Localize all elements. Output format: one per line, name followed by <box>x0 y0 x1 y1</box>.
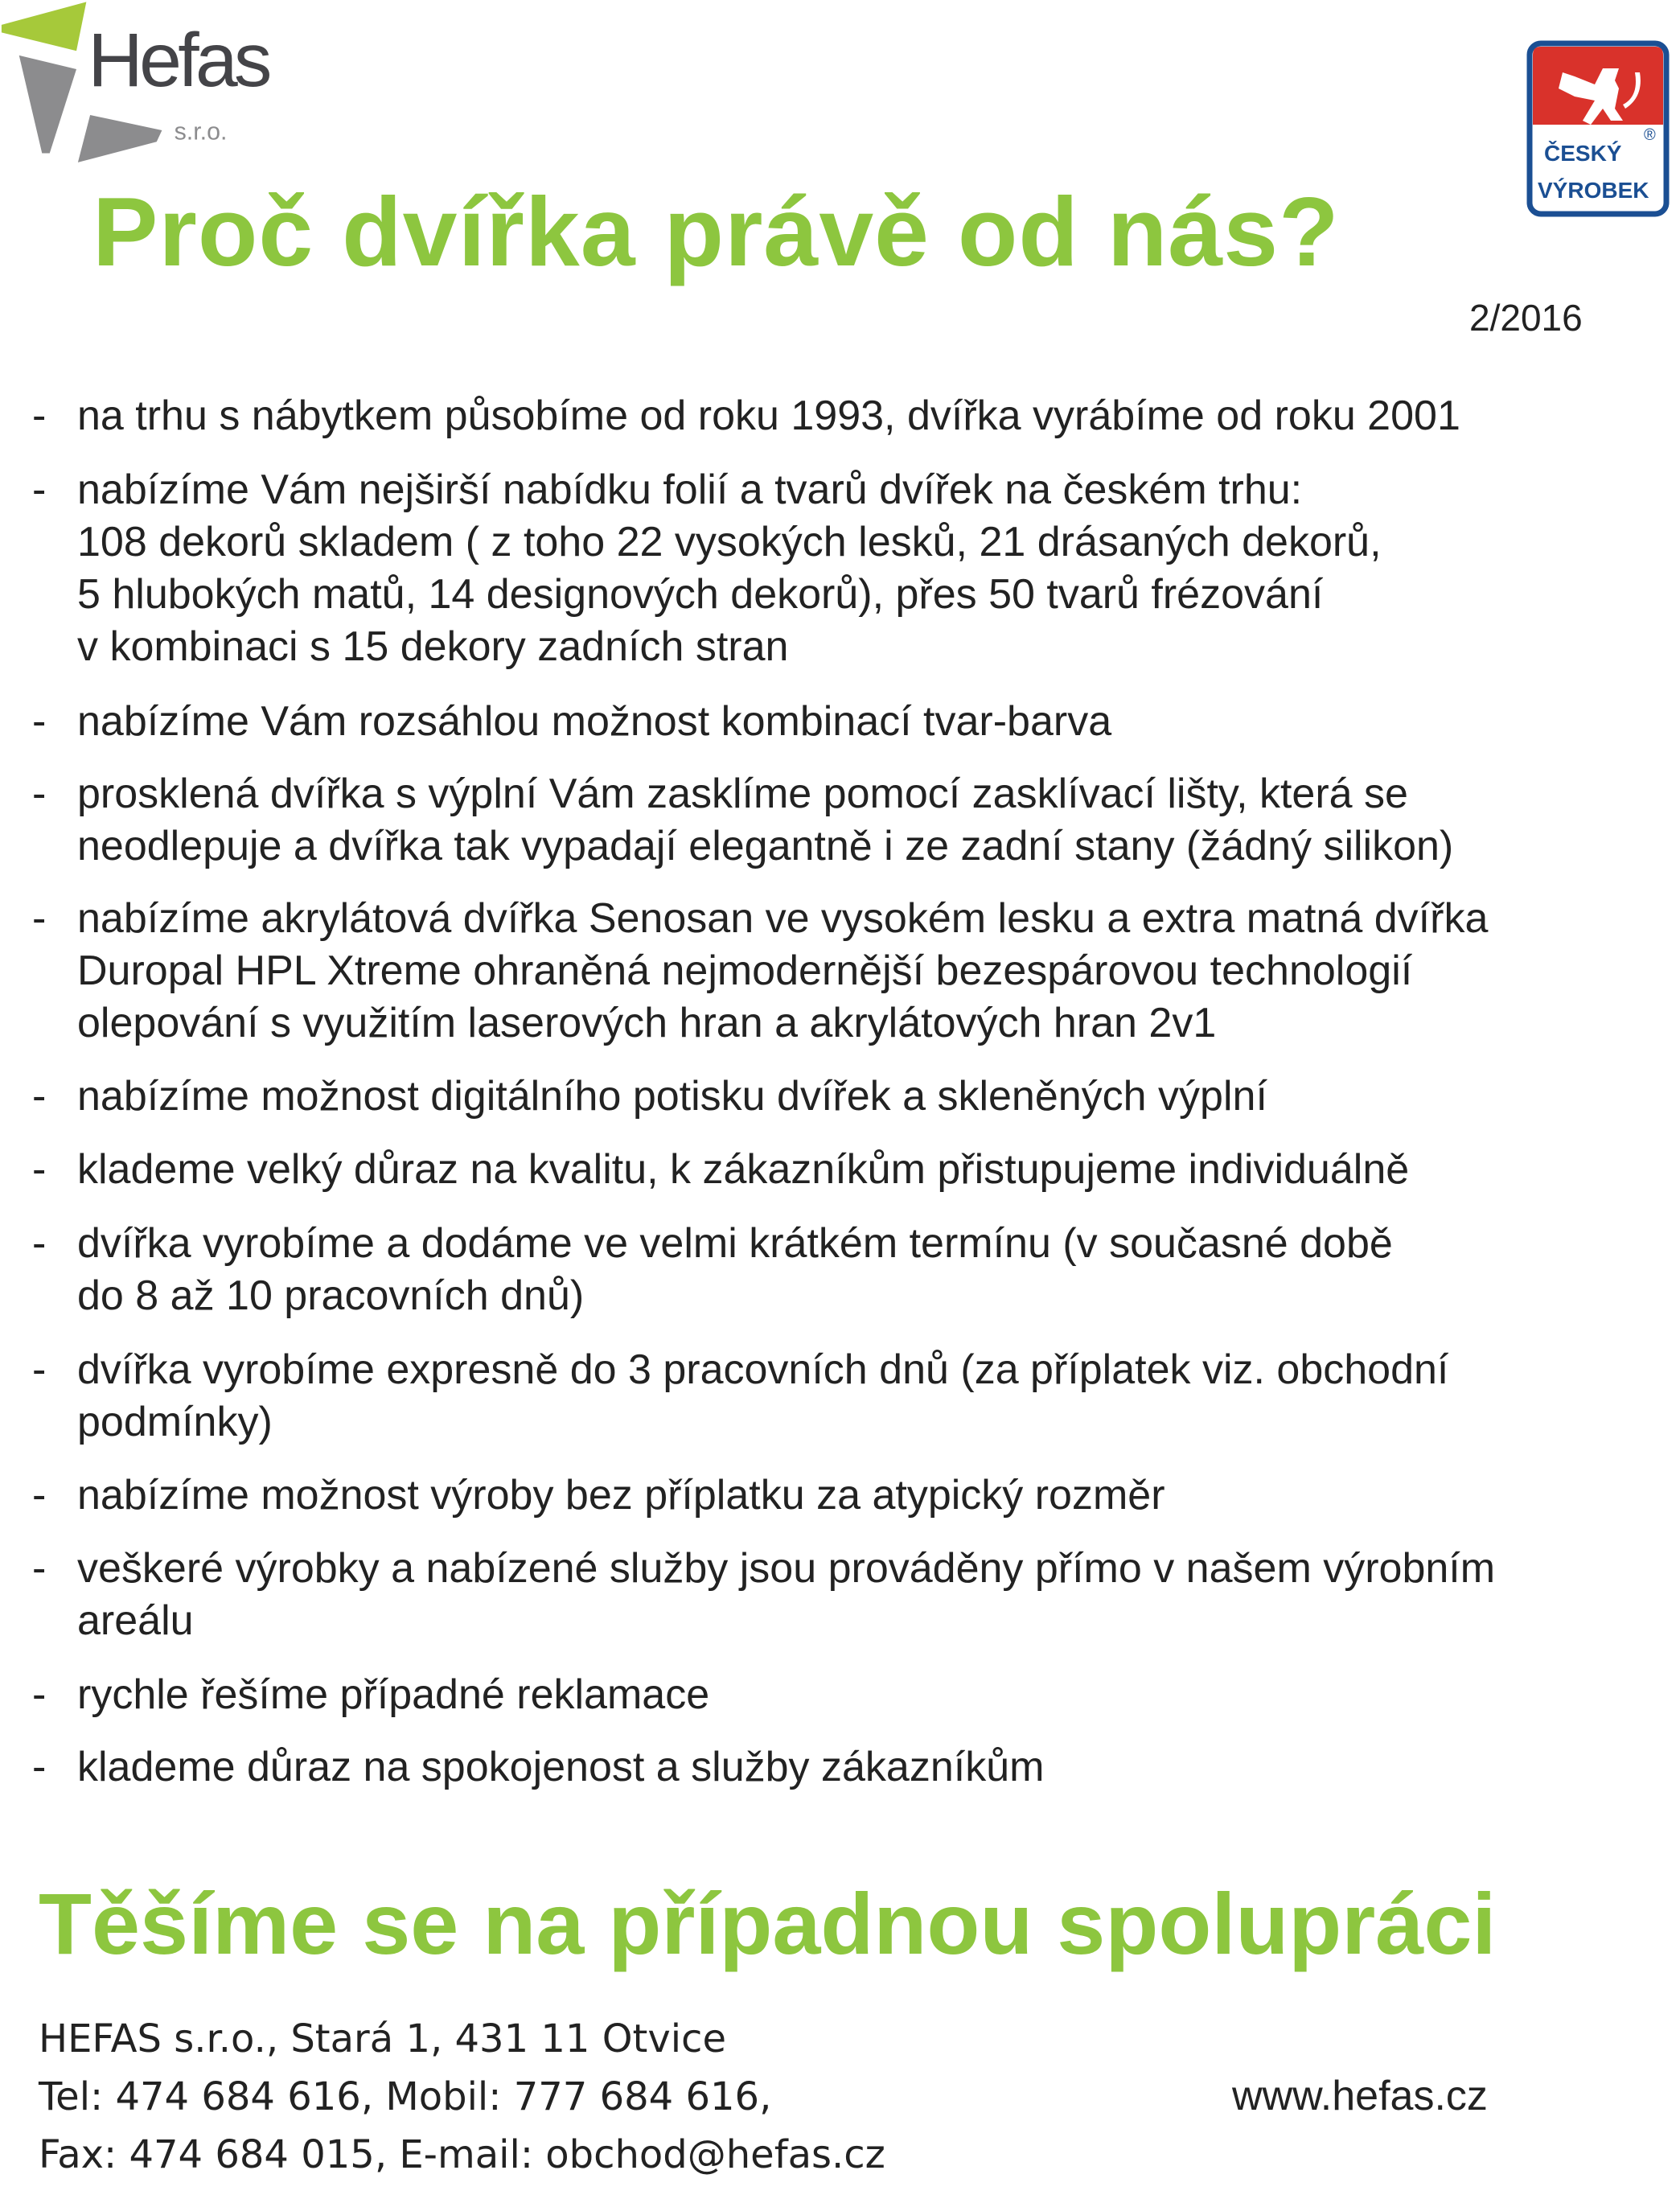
list-item-line: prosklená dvířka s výplní Vám zasklíme pomocí zasklívací lišty, která se <box>77 771 1408 817</box>
list-item <box>32 696 1673 748</box>
bullet-dash: - <box>32 1671 47 1718</box>
list-item <box>32 1144 1673 1196</box>
list-item-line: klademe důraz na spokojenost a služby zákazníkům <box>77 1744 1045 1790</box>
list-item <box>32 893 1673 1050</box>
list-item-line: 5 hlubokých matů, 14 designových dekorů), přes 50 tvarů frézování <box>77 571 1324 618</box>
page-title: Proč dvířka právě od nás? <box>92 177 1340 286</box>
list-item-line: nabízíme možnost digitálního potisku dvířek a skleněných výplní <box>77 1073 1267 1120</box>
bullet-dash: - <box>32 698 47 745</box>
bullet-dash: - <box>32 771 47 817</box>
list-item-line: 108 dekorů skladem ( z toho 22 vysokých lesků, 21 drásaných dekorů, <box>77 519 1382 565</box>
list-item-text <box>77 768 1673 873</box>
list-item-text <box>77 1344 1673 1449</box>
contact-fax-email: Fax: 474 684 015, E-mail: obchod@hefas.cz <box>39 2132 885 2177</box>
bullet-dash: - <box>32 1146 47 1193</box>
list-item <box>32 1741 1673 1794</box>
badge-line1: ČESKÝ <box>1544 141 1622 166</box>
bullet-dash: - <box>32 1220 47 1267</box>
issue-date: 2/2016 <box>1469 297 1583 339</box>
list-item <box>32 390 1673 442</box>
bullet-dash: - <box>32 467 47 513</box>
bullet-dash: - <box>32 1545 47 1592</box>
bullet-dash: - <box>32 895 47 942</box>
list-item-line: klademe velký důraz na kvalitu, k zákazníkům přistupujeme individuálně <box>77 1146 1410 1193</box>
list-item-text <box>77 1669 1673 1721</box>
list-item-line: Duropal HPL Xtreme ohraněná nejmodernější bezespárovou technologií <box>77 947 1413 994</box>
list-item <box>32 464 1673 673</box>
list-item-line: v kombinaci s 15 dekory zadních stran <box>77 623 789 670</box>
list-item-line: nabízíme Vám rozsáhlou možnost kombinací tvar-barva <box>77 698 1112 745</box>
list-item-text <box>77 1543 1673 1647</box>
logo-suffix: s.r.o. <box>174 117 228 146</box>
list-item-line: veškeré výrobky a nabízené služby jsou prováděny přímo v našem výrobním <box>77 1545 1496 1592</box>
bullet-dash: - <box>32 393 47 439</box>
bullet-dash: - <box>32 1744 47 1790</box>
registered-mark: ® <box>1644 126 1656 144</box>
list-item-line: areálu <box>77 1597 194 1644</box>
hefas-logo <box>0 0 306 169</box>
list-item-text <box>77 464 1673 673</box>
list-item-text <box>77 390 1673 442</box>
list-item-line: olepování s využitím laserových hran a akrylátových hran 2v1 <box>77 1000 1217 1046</box>
list-item <box>32 1543 1673 1647</box>
contact-address: HEFAS s.r.o., Stará 1, 431 11 Otvice <box>39 2016 726 2061</box>
bullet-dash: - <box>32 1073 47 1120</box>
website-link[interactable]: www.hefas.cz <box>1232 2073 1488 2119</box>
list-item-text <box>77 1218 1673 1322</box>
list-item-text <box>77 696 1673 748</box>
list-item-line: dvířka vyrobíme a dodáme ve velmi krátkém termínu (v současné době <box>77 1220 1393 1267</box>
cesky-vyrobek-badge <box>1526 40 1670 217</box>
list-item <box>32 768 1673 873</box>
list-item-text <box>77 1071 1673 1123</box>
badge-line2: VÝROBEK <box>1538 178 1649 203</box>
list-item-text <box>77 893 1673 1050</box>
list-item <box>32 1218 1673 1322</box>
contact-phone: Tel: 474 684 616, Mobil: 777 684 616, <box>39 2074 772 2119</box>
list-item-line: podmínky) <box>77 1399 273 1445</box>
list-item <box>32 1071 1673 1123</box>
list-item-line: do 8 až 10 pracovních dnů) <box>77 1272 585 1319</box>
list-item-line: na trhu s nábytkem působíme od roku 1993, dvířka vyrábíme od roku 2001 <box>77 393 1460 439</box>
list-item-line: dvířka vyrobíme expresně do 3 pracovních dnů (za příplatek viz. obchodní <box>77 1346 1449 1393</box>
bullet-dash: - <box>32 1472 47 1519</box>
list-item-line: nabízíme možnost výroby bez příplatku za atypický rozměr <box>77 1472 1165 1519</box>
list-item-text <box>77 1469 1673 1522</box>
list-item <box>32 1669 1673 1721</box>
list-item-line: nabízíme akrylátová dvířka Senosan ve vysokém lesku a extra matná dvířka <box>77 895 1489 942</box>
list-item-line: neodlepuje a dvířka tak vypadají elegantně i ze zadní stany (žádný silikon) <box>77 823 1454 869</box>
closing-heading: Těšíme se na případnou spolupráci <box>39 1875 1497 1972</box>
list-item <box>32 1344 1673 1449</box>
list-item-text <box>77 1741 1673 1794</box>
list-item-text <box>77 1144 1673 1196</box>
list-item-line: rychle řešíme případné reklamace <box>77 1671 710 1718</box>
logo-wordmark: Hefas <box>88 17 269 103</box>
list-item-line: nabízíme Vám nejširší nabídku folií a tvarů dvířek na českém trhu: <box>77 467 1303 513</box>
bullet-dash: - <box>32 1346 47 1393</box>
list-item <box>32 1469 1673 1522</box>
